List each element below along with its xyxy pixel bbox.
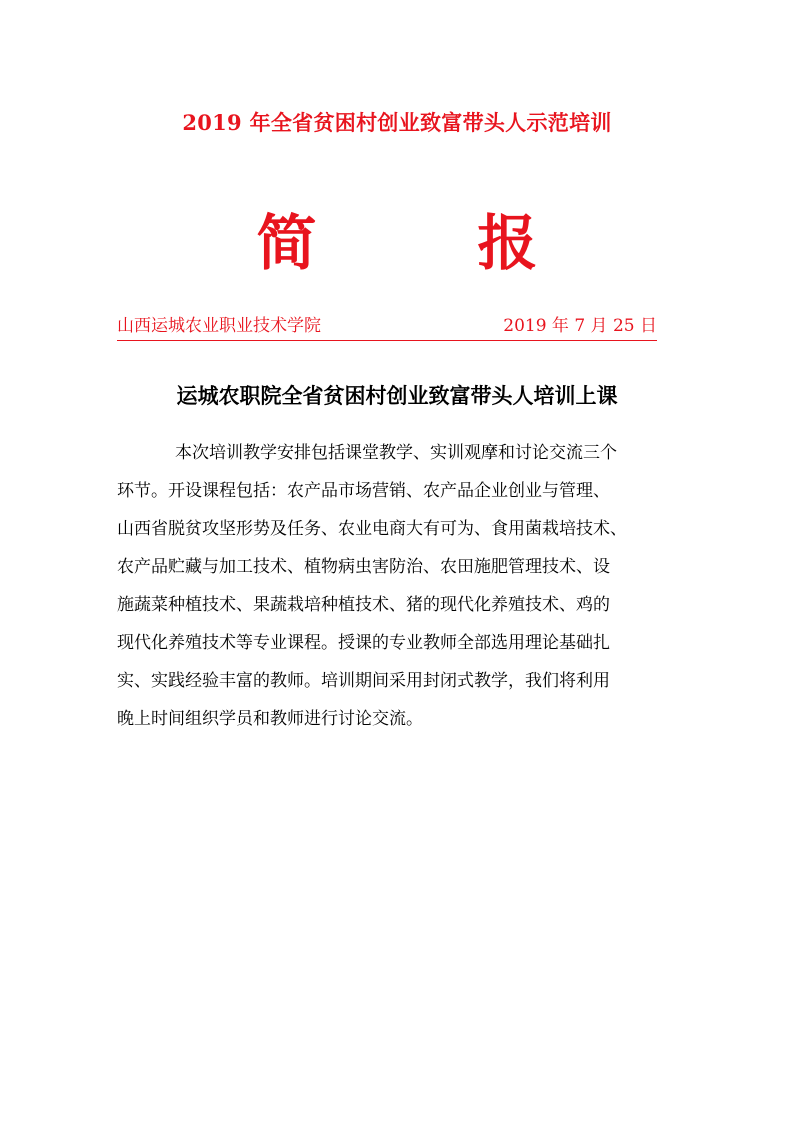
body-line: 环节。开设课程包括：农产品市场营销、农产品企业创业与管理、 bbox=[117, 481, 610, 501]
body-line: 实、实践经验丰富的教师。培训期间采用封闭式教学，我们将利用 bbox=[117, 671, 610, 691]
bulletin-meta bbox=[117, 313, 657, 339]
article-headline: 运城农职院全省贫困村创业致富带头人培训上课 bbox=[176, 384, 618, 408]
body-line: 现代化养殖技术等专业课程。授课的专业教师全部选用理论基础扎 bbox=[117, 633, 610, 653]
event-title: 2019 年全省贫困村创业致富带头人示范培训 bbox=[182, 110, 612, 135]
bulletin-title: 简 报 bbox=[256, 209, 608, 279]
body-line: 施蔬菜种植技术、果蔬栽培种植技术、猪的现代化养殖技术、鸡的 bbox=[117, 595, 610, 615]
body-line: 本次培训教学安排包括课堂教学、实训观摩和讨论交流三个 bbox=[175, 443, 617, 463]
body-line: 农产品贮藏与加工技术、植物病虫害防治、农田施肥管理技术、设 bbox=[117, 557, 610, 577]
body-line: 晚上时间组织学员和教师进行讨论交流。 bbox=[117, 709, 423, 729]
article-body bbox=[117, 434, 697, 738]
organization-name: 山西运城农业职业技术学院 bbox=[117, 316, 321, 336]
issue-date: 2019 年 7 月 25 日 bbox=[503, 316, 657, 336]
red-divider bbox=[117, 340, 657, 341]
body-line: 山西省脱贫攻坚形势及任务、农业电商大有可为、食用菌栽培技术、 bbox=[117, 519, 627, 539]
